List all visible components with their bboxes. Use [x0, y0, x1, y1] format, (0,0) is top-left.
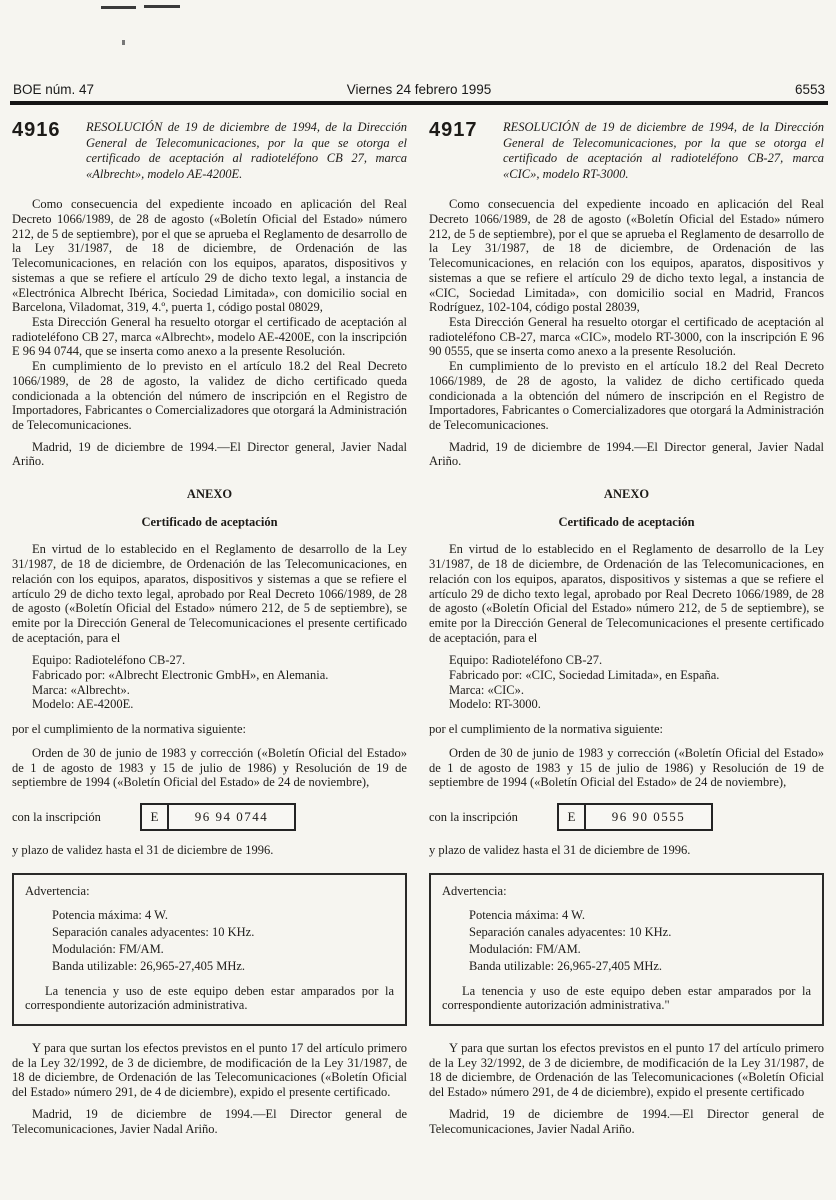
inscription-prefix-cell: E	[559, 805, 586, 829]
scan-artifact-mark	[101, 6, 136, 9]
inscription-number-cell: 96 90 0555	[611, 808, 686, 824]
equipment-line: Marca: «CIC».	[449, 682, 524, 697]
signature-line: Madrid, 19 de diciembre de 1994.—El Director general de Telecomunicaciones, Javier Nadal Ariño.	[429, 1106, 824, 1136]
scan-artifact-mark	[144, 5, 180, 8]
paragraph: Orden de 30 de junio de 1983 y corrección («Boletín Oficial del Estado» de 1 de agosto de 1983 y 15 de julio de 1986) y Resolución de 19 de septiembre de 1994 («Boletín Oficial del Estado» de 24 de noviembre),	[12, 745, 407, 790]
anexo-heading: ANEXO	[186, 487, 233, 502]
advertencia-items	[442, 907, 811, 974]
advertencia-box	[429, 873, 824, 1026]
article-number: 4916	[12, 119, 61, 141]
inscription-prefix-cell: E	[142, 805, 169, 829]
article-heading	[12, 120, 407, 182]
inscription-box	[557, 803, 713, 831]
advertencia-item: Banda utilizable: 26,965-27,405 MHz.	[52, 958, 246, 973]
paragraph: Orden de 30 de junio de 1983 y corrección («Boletín Oficial del Estado» de 1 de agosto de 1983 y 15 de julio de 1986) y Resolución de 19 de septiembre de 1994 («Boletín Oficial del Estado» de 24 de noviembre),	[429, 745, 824, 790]
equipment-line: Fabricado por: «Albrecht Electronic GmbH», en Alemania.	[32, 668, 329, 683]
article-title: RESOLUCIÓN de 19 de diciembre de 1994, de la Dirección General de Telecomunicaciones, por la que se otorga el certificado de aceptación al radioteléfono CB-27, marca «CIC», modelo RT-3000.	[503, 120, 824, 181]
article-4917	[429, 120, 824, 1136]
equipment-line: Marca: «Albrecht».	[32, 682, 130, 697]
equipment-line: Modelo: RT-3000.	[449, 697, 541, 712]
article-4916	[12, 120, 407, 1136]
advertencia-item: Modulación: FM/AM.	[52, 941, 164, 956]
validity-line: y plazo de validez hasta el 31 de diciembre de 1996.	[12, 842, 274, 857]
paragraph: Esta Dirección General ha resuelto otorgar el certificado de aceptación al radioteléfono CB 27, marca «Albrecht», modelo AE-4200E, con la inscripción E 96 94 0744, que se inserta como anexo a la presente Resolución.	[12, 315, 407, 359]
advertencia-box	[12, 873, 407, 1026]
validity-line: y plazo de validez hasta el 31 de diciembre de 1996.	[429, 842, 691, 857]
anexo-heading: ANEXO	[603, 487, 650, 502]
advertencia-item: Separación canales adyacentes: 10 KHz.	[469, 925, 672, 940]
issue-date: Viernes 24 febrero 1995	[346, 82, 492, 97]
paragraph: Como consecuencia del expediente incoado en aplicación del Real Decreto 1066/1989, de 28 de agosto («Boletín Oficial del Estado» número 212, de 5 de septiembre), por el que se aprueba el Reglamento de desarrollo de la Ley 31/1987, de 18 de diciembre, de Ordenación de las Telecomunicaciones, en relación con los equipos, aparatos, dispositivos y sistemas a que se refiere el artículo 29 de dicho texto legal, a instancia de «Electrónica Albrecht Ibérica, Sociedad Limitada», con domicilio social en Barcelona, Viladomat, 319, 4.º, puerta 1, código postal 08029,	[12, 197, 407, 315]
advertencia-note: La tenencia y uso de este equipo deben estar amparados por la correspondiente autorización administrativa.	[25, 983, 394, 1013]
scan-artifact-mark	[122, 40, 125, 45]
signature-line: Madrid, 19 de diciembre de 1994.—El Director general de Telecomunicaciones, Javier Nadal Ariño.	[12, 1106, 407, 1136]
advertencia-item: Banda utilizable: 26,965-27,405 MHz.	[469, 958, 663, 973]
advertencia-item: Separación canales adyacentes: 10 KHz.	[52, 925, 255, 940]
two-column-body	[12, 120, 824, 1136]
equipment-line: Fabricado por: «CIC, Sociedad Limitada», en España.	[449, 668, 720, 683]
normativa-intro: por el cumplimiento de la normativa siguiente:	[429, 722, 663, 737]
equipment-line: Equipo: Radioteléfono CB-27.	[32, 653, 186, 668]
article-title: RESOLUCIÓN de 19 de diciembre de 1994, de la Dirección General de Telecomunicaciones, por la que se otorga el certificado de aceptación al radioteléfono CB 27, marca «Albrecht», modelo AE-4200E.	[86, 120, 407, 181]
certificate-subheading: Certificado de aceptación	[141, 514, 278, 529]
advertencia-heading: Advertencia:	[442, 883, 507, 898]
equipment-details	[429, 653, 824, 712]
inscription-box	[140, 803, 296, 831]
inscription-label: con la inscripción	[12, 809, 101, 824]
inscription-row	[429, 803, 824, 831]
advertencia-heading: Advertencia:	[25, 883, 90, 898]
certificate-subheading: Certificado de aceptación	[558, 514, 695, 529]
advertencia-item: Potencia máxima: 4 W.	[469, 908, 585, 923]
paragraph: Y para que surtan los efectos previstos en el punto 17 del artículo primero de la Ley 32/1992, de 3 de diciembre, de modificación de la Ley 31/1987, de 18 de diciembre, de Ordenación de las Telecomunicaciones («Boletín Oficial del Estado» número 291, de 4 de diciembre), expido el presente certificado.	[12, 1040, 407, 1100]
equipment-line: Modelo: AE-4200E.	[32, 697, 134, 712]
advertencia-item: Potencia máxima: 4 W.	[52, 908, 168, 923]
advertencia-item: Modulación: FM/AM.	[469, 941, 581, 956]
paragraph: Como consecuencia del expediente incoado en aplicación del Real Decreto 1066/1989, de 28 de agosto («Boletín Oficial del Estado» número 212, de 5 de septiembre), por el que se aprueba el Reglamento de desarrollo de la Ley 31/1987, de 18 de diciembre, de Ordenación de las Telecomunicaciones, en relación con los equipos, aparatos, dispositivos y sistemas a que se refiere el artículo 29 de dicho texto legal, a instancia de «CIC, Sociedad Limitada», con domicilio social en Madrid, Francos Rodríguez, 102-104, código postal 28039,	[429, 197, 824, 315]
equipment-details	[12, 653, 407, 712]
page-header	[13, 82, 825, 97]
inscription-row	[12, 803, 407, 831]
boe-issue-number: BOE núm. 47	[13, 82, 95, 97]
paragraph: En cumplimiento de lo previsto en el artículo 18.2 del Real Decreto 1066/1989, de 28 de agosto, la validez de dicho certificado queda condicionada a la obtención del número de inscripción en el Registro de Importadores, Fabricantes o Comercializadores que otorgará la Administración de Telecomunicaciones.	[12, 359, 407, 432]
inscription-number-cell: 96 94 0744	[194, 808, 269, 824]
signature-line: Madrid, 19 de diciembre de 1994.—El Director general, Javier Nadal Ariño.	[12, 439, 407, 469]
inscription-label: con la inscripción	[429, 809, 518, 824]
signature-line: Madrid, 19 de diciembre de 1994.—El Director general, Javier Nadal Ariño.	[429, 439, 824, 469]
equipment-line: Equipo: Radioteléfono CB-27.	[449, 653, 603, 668]
advertencia-note: La tenencia y uso de este equipo deben estar amparados por la correspondiente autorización administrativa."	[442, 983, 811, 1013]
header-divider-rule	[10, 101, 828, 105]
paragraph: En virtud de lo establecido en el Reglamento de desarrollo de la Ley 31/1987, de 18 de diciembre, de Ordenación de las Telecomunicaciones, en relación con los equipos, aparatos, dispositivos y sistemas a que se refiere el artículo 29 de dicho texto legal, aprobado por Real Decreto 1066/1989, de 28 de agosto («Boletín Oficial del Estado» número 212, de 5 de septiembre), se emite por la Dirección General de Telecomunicaciones el presente certificado de aceptación, para el	[429, 542, 824, 645]
normativa-intro: por el cumplimiento de la normativa siguiente:	[12, 722, 246, 737]
article-heading	[429, 120, 824, 182]
paragraph: En cumplimiento de lo previsto en el artículo 18.2 del Real Decreto 1066/1989, de 28 de agosto, la validez de dicho certificado queda condicionada a la obtención del número de inscripción en el Registro de Importadores, Fabricantes o Comercializadores que otorgará la Administración de Telecomunicaciones.	[429, 359, 824, 432]
advertencia-items	[25, 907, 394, 974]
paragraph: Esta Dirección General ha resuelto otorgar el certificado de aceptación al radioteléfono CB-27, marca «CIC», modelo RT-3000, con la inscripción E 96 90 0555, que se inserta como anexo a la presente Resolución.	[429, 315, 824, 359]
page-number: 6553	[794, 82, 825, 97]
paragraph: En virtud de lo establecido en el Reglamento de desarrollo de la Ley 31/1987, de 18 de diciembre, de Ordenación de las Telecomunicaciones, en relación con los equipos, aparatos, dispositivos y sistemas a que se refiere el artículo 29 de dicho texto legal, aprobado por Real Decreto 1066/1989, de 28 de agosto («Boletín Oficial del Estado» número 212, de 5 de septiembre), se emite por la Dirección General de Telecomunicaciones el presente certificado de aceptación, para el	[12, 542, 407, 645]
paragraph: Y para que surtan los efectos previstos en el punto 17 del artículo primero de la Ley 32/1992, de 3 de diciembre, de modificación de la Ley 31/1987, de 18 de diciembre, de Ordenación de las Telecomunicaciones («Boletín Oficial del Estado» número 291, de 4 de diciembre), expido el presente certificado	[429, 1040, 824, 1100]
article-number: 4917	[429, 119, 478, 141]
